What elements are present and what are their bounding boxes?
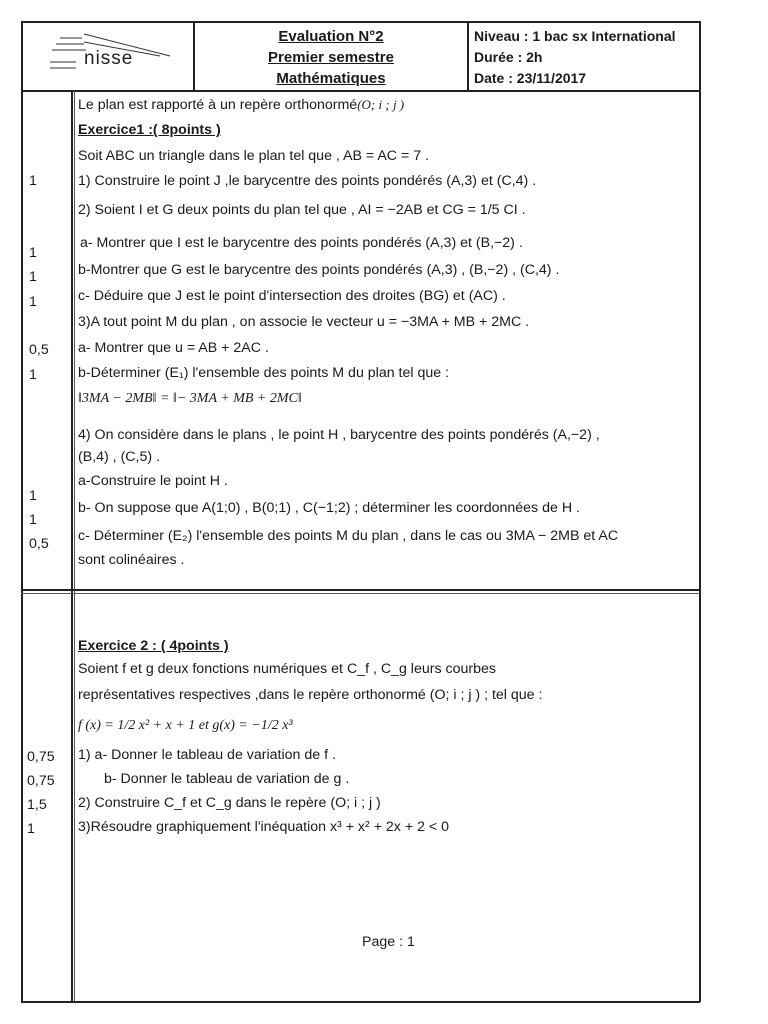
exam-level: Niveau : 1 bac sx International	[474, 28, 676, 44]
ex2-line: Soient f et g deux fonctions numériques et C_f , C_g leurs courbes	[78, 661, 496, 677]
ex1-line: 4) On considère dans le plans , le point H , barycentre des points pondérés (A,−2) ,	[78, 427, 600, 443]
ex1-line: 3)A tout point M du plan , on associe le vecteur u = −3MA + MB + 2MC .	[78, 314, 530, 330]
ex2-function-definitions: f (x) = 1/2 x² + x + 1 et g(x) = −1/2 x³	[78, 718, 293, 733]
plane-intro: Le plan est rapporté à un repère orthonormé(O; i ; j )	[78, 97, 405, 113]
ex1-line: (B,4) , (C,5) .	[78, 449, 160, 465]
mark: 1	[29, 488, 37, 504]
ex1-line: c- Déterminer (E₂) l'ensemble des points M du plan , dans le cas ou 3MA − 2MB et AC	[78, 528, 619, 544]
header-bottom-border	[21, 90, 700, 92]
mark: 0,5	[29, 342, 49, 358]
margin-column-border-inner	[74, 90, 75, 1002]
mark: 1	[29, 294, 37, 310]
margin-column-border	[71, 90, 73, 1002]
mark: 1	[29, 173, 37, 189]
ex1-line: a-Construire le point H .	[78, 473, 228, 489]
logo	[40, 28, 188, 84]
ex1-line: b-Déterminer (E₁) l'ensemble des points M du plan tel que :	[78, 365, 450, 381]
ex1-line: a- Montrer que u = AB + 2AC .	[78, 340, 269, 356]
frame-left-border	[21, 21, 23, 1002]
logo-text: nisse	[84, 48, 134, 69]
ex1-line: c- Déduire que J est le point d'intersection des droites (BG) et (AC) .	[78, 288, 506, 304]
ex1-line: b- On suppose que A(1;0) , B(0;1) , C(−1;2) ; déterminer les coordonnées de H .	[78, 500, 580, 516]
ex1-line: a- Montrer que I est le barycentre des points pondérés (A,3) et (B,−2) .	[80, 235, 523, 251]
ex1-line: b-Montrer que G est le barycentre des points pondérés (A,3) , (B,−2) , (C,4) .	[78, 262, 560, 278]
ex1-norm-equation: ‖3MA − 2MB‖ = ‖− 3MA + MB + 2MC‖	[78, 391, 302, 406]
mark: 1,5	[27, 797, 47, 813]
ex2-line: 1) a- Donner le tableau de variation de f .	[78, 747, 336, 763]
exam-date: Date : 23/11/2017	[474, 70, 587, 86]
frame-bottom-border	[21, 1001, 700, 1003]
ex2-line: b- Donner le tableau de variation de g .	[104, 771, 350, 787]
mark: 1	[29, 367, 37, 383]
ex2-line: 3)Résoudre graphiquement l'inéquation x³ + x² + 2x + 2 < 0	[78, 819, 450, 835]
frame-right-border	[699, 21, 701, 1002]
exam-subject: Mathématiques	[276, 70, 386, 87]
ex1-line: 2) Soient I et G deux points du plan tel que , AI = −2AB et CG = 1/5 CI .	[78, 202, 526, 218]
exam-title: Evaluation N°2	[278, 28, 384, 45]
mark: 1	[29, 269, 37, 285]
header-divider-2	[467, 21, 469, 91]
ex1-line: Soit ABC un triangle dans le plan tel que , AB = AC = 7 .	[78, 148, 429, 164]
exam-duration: Durée : 2h	[474, 49, 543, 65]
mark: 1	[29, 512, 37, 528]
section-divider-2	[21, 593, 700, 594]
exam-title-block	[196, 26, 466, 89]
mark: 0,5	[29, 536, 49, 552]
ex1-line: 1) Construire le point J ,le barycentre des points pondérés (A,3) et (C,4) .	[78, 173, 537, 189]
ex1-line: sont colinéaires .	[78, 552, 185, 568]
ex2-line: 2) Construire C_f et C_g dans le repère (O; i ; j )	[78, 795, 381, 811]
exercise1-title: Exercice1 :( 8points )	[78, 122, 221, 138]
mark: 1	[27, 821, 35, 837]
mark: 0,75	[27, 749, 55, 765]
section-divider	[21, 589, 700, 591]
ex2-line: représentatives respectives ,dans le repère orthonormé (O; i ; j ) ; tel que :	[78, 687, 543, 703]
page-number: Page : 1	[362, 934, 415, 950]
header-divider-1	[193, 21, 195, 91]
header-top-border	[21, 21, 700, 23]
exam-semester: Premier semestre	[268, 49, 394, 66]
exercise2-title: Exercice 2 : ( 4points )	[78, 638, 229, 654]
mark: 1	[29, 245, 37, 261]
mark: 0,75	[27, 773, 55, 789]
exam-info-block	[474, 26, 676, 89]
